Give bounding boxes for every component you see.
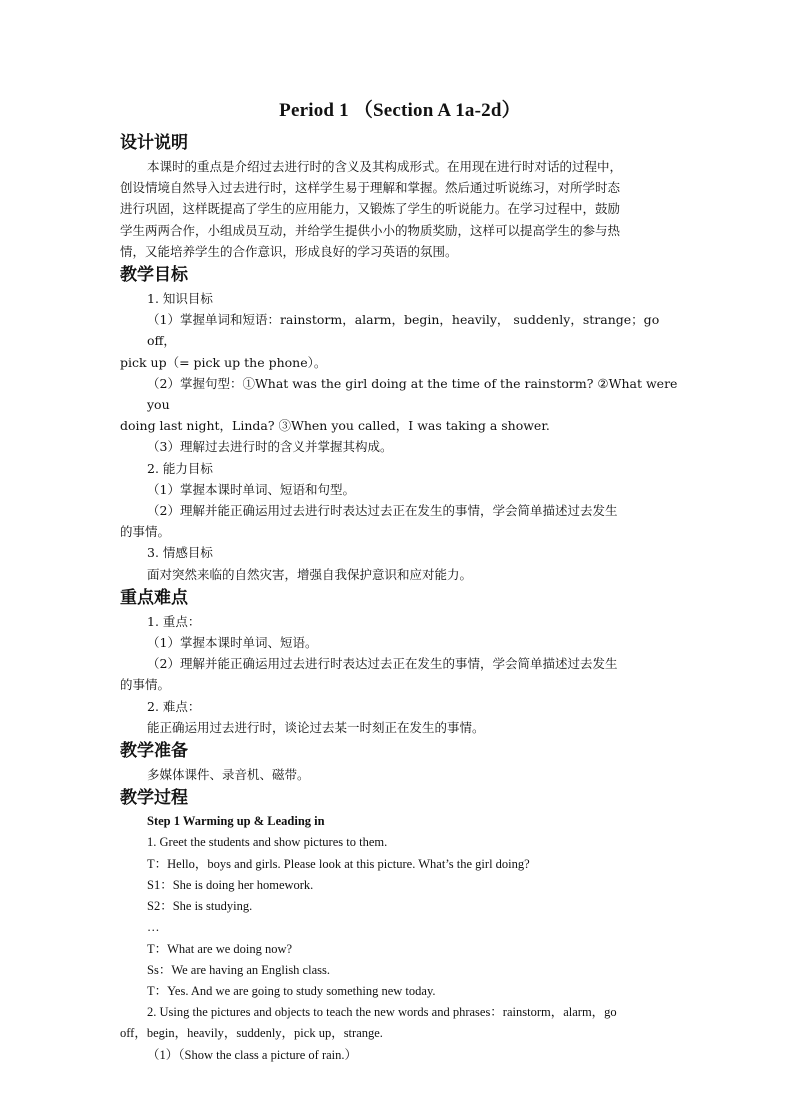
- key-heading: 重点难点: [120, 587, 188, 608]
- page-title: Period 1 （Section A 1a-2d）: [279, 100, 521, 121]
- goals-heading: 教学目标: [120, 265, 188, 286]
- emotion-goal-title: 3. 情感目标: [147, 545, 213, 561]
- process-line: …: [147, 920, 160, 935]
- process-line-cont: off，begin，heavily，suddenly，pick up，strange.: [120, 1026, 383, 1041]
- process-heading: 教学过程: [120, 788, 188, 809]
- process-line: 2. Using the pictures and objects to teach the new words and phrases：rainstorm，alarm，go: [147, 1005, 617, 1020]
- knowledge-goal-2-cont: doing last night，Linda? ③When you called，I was taking a shower.: [120, 418, 550, 434]
- knowledge-goal-3: （3）理解过去进行时的含义并掌握其构成。: [147, 439, 393, 455]
- step-1-title: Step 1 Warming up & Leading in: [147, 814, 325, 829]
- design-line: 进行巩固，这样既提高了学生的应用能力，又锻炼了学生的听说能力。在学习过程中，鼓励: [120, 201, 621, 217]
- design-line: 创设情境自然导入过去进行时，这样学生易于理解和掌握。然后通过听说练习，对所学时态: [120, 180, 621, 196]
- process-line: T：Yes. And we are going to study something new today.: [147, 983, 436, 998]
- difficulty-1: 能正确运用过去进行时，谈论过去某一时刻正在发生的事情。: [147, 719, 485, 735]
- ability-goal-title: 2. 能力目标: [147, 460, 213, 476]
- process-line: S2：She is studying.: [147, 899, 253, 914]
- knowledge-goal-1-cont: pick up（= pick up the phone）。: [120, 354, 327, 370]
- process-line: T：Hello，boys and girls. Please look at this picture. What’s the girl doing?: [147, 856, 530, 871]
- document-content: [120, 98, 680, 1066]
- process-line: 1. Greet the students and show pictures to them.: [147, 835, 388, 850]
- ability-goal-2-cont: 的事情。: [120, 524, 171, 540]
- design-line: 学生两两合作，小组成员互动，并给学生提供小小的物质奖励，这样可以提高学生的参与热: [120, 222, 621, 238]
- ability-goal-2: （2）理解并能正确运用过去进行时表达过去正在发生的事情，学会简单描述过去发生: [147, 503, 618, 519]
- knowledge-goal-1: （1）掌握单词和短语：rainstorm，alarm，begin，heavily， suddenly，strange；go off，: [147, 312, 660, 349]
- ability-goal-1: （1）掌握本课时单词、短语和句型。: [147, 481, 355, 497]
- design-heading: 设计说明: [120, 133, 188, 153]
- focus-1: （1）掌握本课时单词、短语。: [147, 635, 318, 651]
- design-line: 本课时的重点是介绍过去进行时的含义及其构成形式。在用现在进行时对话的过程中，: [147, 159, 623, 174]
- difficulty-title: 2. 难点：: [147, 698, 201, 714]
- process-line: Ss：We are having an English class.: [147, 962, 330, 977]
- prep-heading: 教学准备: [120, 741, 188, 762]
- focus-title: 1. 重点：: [147, 613, 201, 629]
- process-line: （1）（Show the class a picture of rain.）: [147, 1047, 358, 1062]
- prep-text: 多媒体课件、录音机、磁带。: [147, 767, 310, 783]
- focus-2: （2）理解并能正确运用过去进行时表达过去正在发生的事情，学会简单描述过去发生: [147, 656, 618, 672]
- process-line: S1：She is doing her homework.: [147, 877, 314, 892]
- design-line: 情，又能培养学生的合作意识，形成良好的学习英语的氛围。: [120, 243, 458, 259]
- emotion-goal-1: 面对突然来临的自然灾害，增强自我保护意识和应对能力。: [147, 566, 473, 582]
- knowledge-goal-title: 1. 知识目标: [147, 291, 213, 307]
- knowledge-goal-2: （2）掌握句型：①What was the girl doing at the time of the rainstorm? ②What were you: [147, 375, 678, 413]
- process-line: T：What are we doing now?: [147, 941, 293, 956]
- focus-2-cont: 的事情。: [120, 677, 171, 693]
